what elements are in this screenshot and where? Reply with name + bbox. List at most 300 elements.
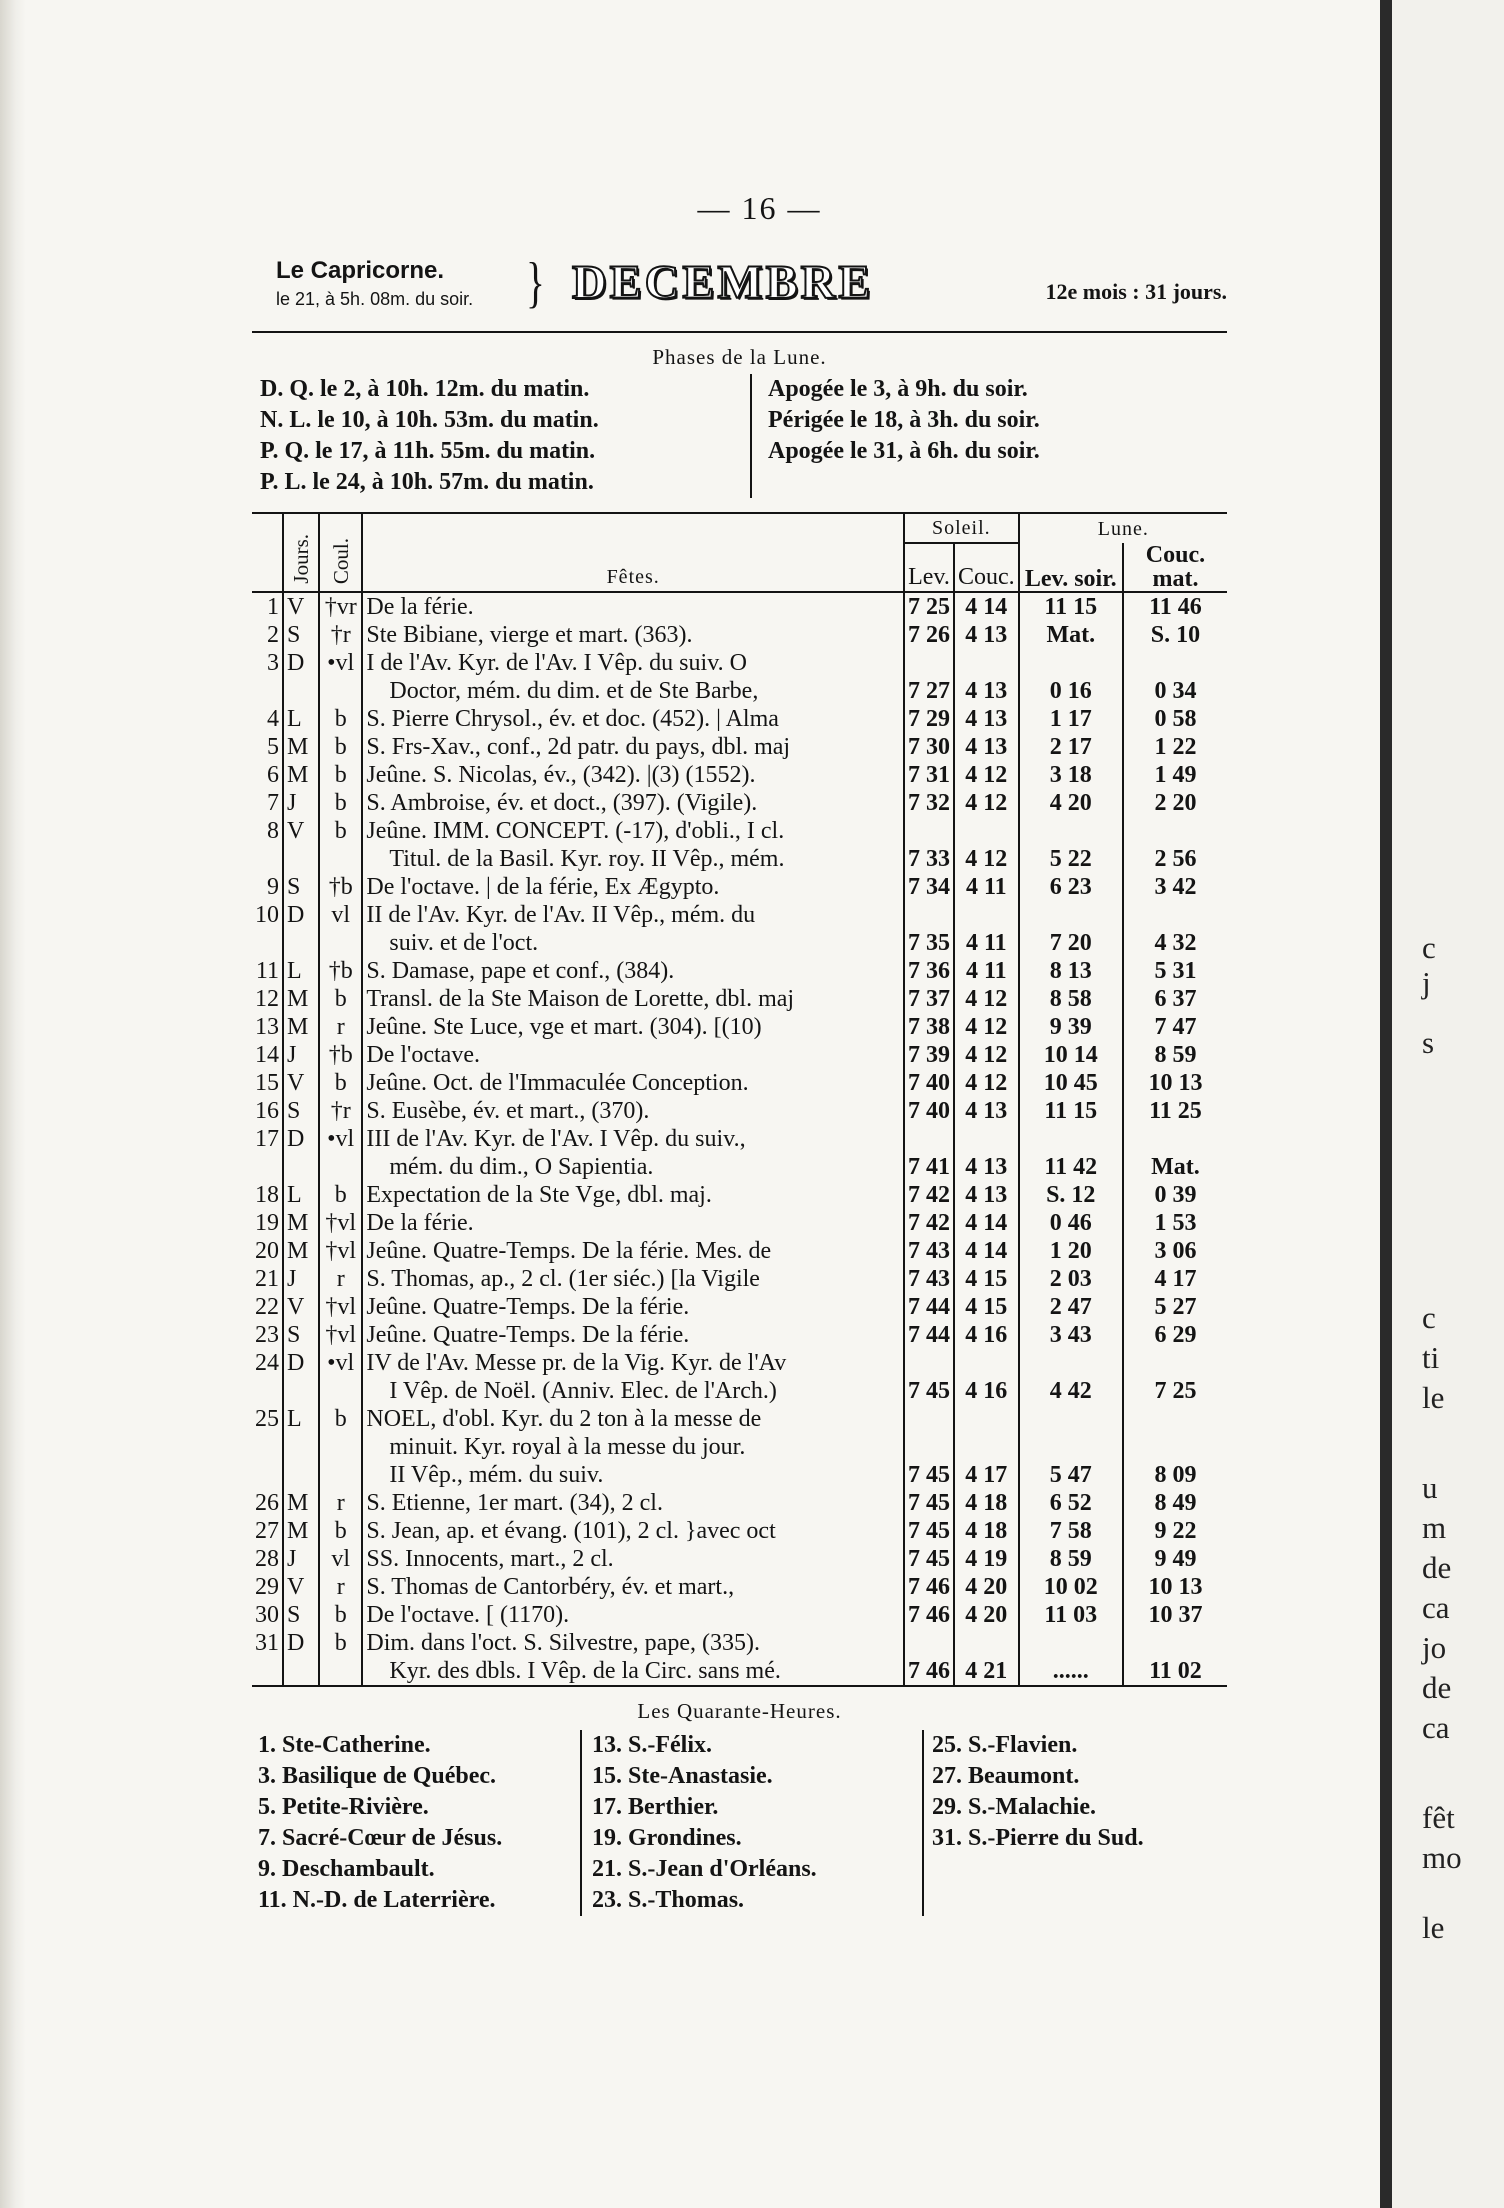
sunset: 4 14 [954, 1237, 1019, 1265]
table-row [252, 733, 1227, 761]
liturgical-color: r [319, 1489, 362, 1517]
liturgical-color: b [319, 1629, 362, 1657]
liturgical-color: b [319, 761, 362, 789]
feast-text: IV de l'Av. Messe pr. de la Vig. Kyr. de l'Av [362, 1349, 904, 1377]
moonset: 7 47 [1123, 1013, 1227, 1041]
sunset: 4 17 [954, 1461, 1019, 1489]
moonrise: 2 17 [1019, 733, 1123, 761]
liturgical-color [319, 677, 362, 705]
feast-text: Doctor, mém. du dim. et de Ste Barbe, [362, 677, 904, 705]
moonset [1123, 1629, 1227, 1657]
qh-entry: 13. S.-Félix. [592, 1732, 712, 1758]
sunset: 4 16 [954, 1321, 1019, 1349]
day-number [252, 929, 283, 957]
feast-text: De l'octave. [362, 1041, 904, 1069]
liturgical-color: b [319, 1069, 362, 1097]
moonset: 8 49 [1123, 1489, 1227, 1517]
sunset: 4 12 [954, 1041, 1019, 1069]
day-number: 21 [255, 1266, 279, 1292]
qh-entry: 17. Berthier. [592, 1794, 719, 1820]
table-row [252, 1181, 1227, 1209]
weekday: V [283, 1069, 319, 1097]
moonrise: 4 20 [1019, 789, 1123, 817]
sunrise: 7 33 [904, 845, 954, 873]
sunrise [904, 1433, 954, 1461]
sunrise: 7 36 [904, 957, 954, 985]
moonset: 5 27 [1123, 1293, 1227, 1321]
table-row [252, 677, 1227, 705]
day-number: 30 [255, 1602, 279, 1628]
feast-text: S. Jean, ap. et évang. (101), 2 cl. }avec oct [362, 1517, 904, 1545]
sunset [954, 1349, 1019, 1377]
sunrise: 7 45 [904, 1517, 954, 1545]
moonset: 4 17 [1123, 1265, 1227, 1293]
moonrise: 1 20 [1019, 1237, 1123, 1265]
sunrise: 7 45 [904, 1489, 954, 1517]
feast-text: I de l'Av. Kyr. de l'Av. I Vêp. du suiv. O [362, 649, 904, 677]
sunrise: 7 27 [904, 677, 954, 705]
liturgical-color [319, 1377, 362, 1405]
moonset: 10 37 [1123, 1601, 1227, 1629]
table-row [252, 1377, 1227, 1405]
liturgical-color: b [319, 789, 362, 817]
table-row [252, 1321, 1227, 1349]
moonset: 11 46 [1123, 592, 1227, 621]
moonrise [1019, 649, 1123, 677]
feast-text: NOEL, d'obl. Kyr. du 2 ton à la messe de [362, 1405, 904, 1433]
almanac-page [252, 190, 1227, 1916]
weekday: M [283, 761, 319, 789]
day-number: 27 [255, 1518, 279, 1544]
liturgical-color: r [319, 1573, 362, 1601]
moon-phase-item: P. L. le 24, à 10h. 57m. du matin. [260, 469, 594, 495]
moonset: 9 49 [1123, 1545, 1227, 1573]
month-title: DECEMBRE [572, 256, 874, 309]
sunrise: 7 32 [904, 789, 954, 817]
moonset: 11 02 [1123, 1657, 1227, 1686]
zodiac-entry: le 21, à 5h. 08m. du soir. [276, 289, 474, 309]
qh-entry: 25. S.-Flavien. [932, 1732, 1078, 1758]
sunrise: 7 29 [904, 705, 954, 733]
weekday [283, 677, 319, 705]
moonset: 8 09 [1123, 1461, 1227, 1489]
moon-set-header: Couc. mat. [1123, 543, 1227, 592]
day-number: 1 [267, 594, 279, 620]
weekday [283, 929, 319, 957]
sunrise: 7 46 [904, 1573, 954, 1601]
sunrise [904, 1349, 954, 1377]
moonrise: 1 17 [1019, 705, 1123, 733]
feast-text: S. Etienne, 1er mart. (34), 2 cl. [362, 1489, 904, 1517]
next-page-text-fragment: c [1422, 930, 1436, 965]
table-row [252, 873, 1227, 901]
moonset: 10 13 [1123, 1069, 1227, 1097]
day-number: 25 [255, 1406, 279, 1432]
liturgical-color: b [319, 985, 362, 1013]
sunrise: 7 41 [904, 1153, 954, 1181]
table-row [252, 761, 1227, 789]
sunset: 4 12 [954, 985, 1019, 1013]
feast-text: S. Frs-Xav., conf., 2d patr. du pays, dbl. maj [362, 733, 904, 761]
moonrise: S. 12 [1019, 1181, 1123, 1209]
sunset: 4 12 [954, 761, 1019, 789]
sunrise: 7 44 [904, 1321, 954, 1349]
day-number: 11 [255, 958, 279, 984]
sunset: 4 13 [954, 621, 1019, 649]
moonset [1123, 817, 1227, 845]
sunset: 4 13 [954, 733, 1019, 761]
moonset [1123, 901, 1227, 929]
feast-text: III de l'Av. Kyr. de l'Av. I Vêp. du suiv., [362, 1125, 904, 1153]
moonrise: 4 42 [1019, 1377, 1123, 1405]
phases-title: Phases de la Lune. [652, 345, 827, 369]
feast-text: I Vêp. de Noël. (Anniv. Elec. de l'Arch.) [362, 1377, 904, 1405]
sunset: 4 15 [954, 1293, 1019, 1321]
moonrise: ...... [1019, 1657, 1123, 1686]
moonrise: 2 03 [1019, 1265, 1123, 1293]
table-row [252, 1265, 1227, 1293]
qh-entry: 11. N.-D. de Laterrière. [258, 1887, 496, 1913]
day-number: 4 [267, 706, 279, 732]
sunset [954, 1125, 1019, 1153]
weekday: S [283, 1321, 319, 1349]
liturgical-color: †vl [319, 1293, 362, 1321]
table-row [252, 705, 1227, 733]
color-header: Coul. [319, 513, 362, 592]
weekday [283, 1433, 319, 1461]
moonset: 1 22 [1123, 733, 1227, 761]
moonrise: 6 23 [1019, 873, 1123, 901]
sunrise: 7 42 [904, 1209, 954, 1237]
feast-text: S. Thomas, ap., 2 cl. (1er siéc.) [la Vigile [362, 1265, 904, 1293]
sunset: 4 12 [954, 1013, 1019, 1041]
page-number: — 16 — [697, 190, 822, 226]
feast-text: Expectation de la Ste Vge, dbl. maj. [362, 1181, 904, 1209]
sun-rise-header: Lev. [904, 543, 954, 592]
liturgical-color: †r [319, 1097, 362, 1125]
table-row [252, 1545, 1227, 1573]
weekday: M [283, 1237, 319, 1265]
sunrise: 7 35 [904, 929, 954, 957]
next-page-text-fragment: u [1422, 1470, 1438, 1505]
moonrise: 7 20 [1019, 929, 1123, 957]
sunrise: 7 45 [904, 1377, 954, 1405]
sunset: 4 13 [954, 1097, 1019, 1125]
moonrise: 7 58 [1019, 1517, 1123, 1545]
liturgical-color: †b [319, 873, 362, 901]
weekday: J [283, 1545, 319, 1573]
liturgical-color: vl [319, 1545, 362, 1573]
next-page-text-fragment: le [1422, 1910, 1445, 1945]
sunset: 4 12 [954, 789, 1019, 817]
weekday: V [283, 1293, 319, 1321]
feast-text: S. Thomas de Cantorbéry, év. et mart., [362, 1573, 904, 1601]
sunrise [904, 817, 954, 845]
sunset: 4 13 [954, 677, 1019, 705]
sunset: 4 14 [954, 1209, 1019, 1237]
lunar-distance-item: Apogée le 31, à 6h. du soir. [768, 438, 1040, 464]
moonset: 0 34 [1123, 677, 1227, 705]
moonset: 11 25 [1123, 1097, 1227, 1125]
table-row [252, 621, 1227, 649]
next-page-text-fragment: mo [1422, 1840, 1462, 1875]
feast-text: Jeûne. Quatre-Temps. De la férie. [362, 1293, 904, 1321]
feast-text: SS. Innocents, mart., 2 cl. [362, 1545, 904, 1573]
moonrise [1019, 901, 1123, 929]
day-number: 10 [255, 902, 279, 928]
sunrise: 7 46 [904, 1601, 954, 1629]
next-page-edge [1392, 0, 1504, 2208]
table-row [252, 1405, 1227, 1433]
sunset: 4 13 [954, 1181, 1019, 1209]
moonset: 7 25 [1123, 1377, 1227, 1405]
feast-text: S. Damase, pape et conf., (384). [362, 957, 904, 985]
sunrise: 7 39 [904, 1041, 954, 1069]
weekday: D [283, 1349, 319, 1377]
moonset: 3 42 [1123, 873, 1227, 901]
weekday-header: Jours. [283, 513, 319, 592]
qh-entry: 19. Grondines. [592, 1825, 742, 1851]
sunrise: 7 40 [904, 1097, 954, 1125]
feast-text: S. Ambroise, év. et doct., (397). (Vigile). [362, 789, 904, 817]
next-page-text-fragment: m [1422, 1510, 1447, 1545]
liturgical-color: b [319, 1181, 362, 1209]
day-number [252, 1657, 283, 1686]
feast-text: minuit. Kyr. royal à la messe du jour. [362, 1433, 904, 1461]
sunset: 4 11 [954, 957, 1019, 985]
liturgical-color: b [319, 733, 362, 761]
next-page-text-fragment: de [1422, 1550, 1452, 1585]
weekday: J [283, 1041, 319, 1069]
day-number-header [252, 513, 283, 592]
day-number [252, 1461, 283, 1489]
moon-phase-item: P. Q. le 17, à 11h. 55m. du matin. [260, 438, 596, 464]
moonrise: 5 47 [1019, 1461, 1123, 1489]
next-page-text-fragment: s [1422, 1025, 1435, 1060]
moonset: 1 49 [1123, 761, 1227, 789]
feast-text: Kyr. des dbls. I Vêp. de la Circ. sans mé. [362, 1657, 904, 1686]
moonset [1123, 1405, 1227, 1433]
table-row [252, 901, 1227, 929]
liturgical-color [319, 1153, 362, 1181]
moon-phases-list [252, 374, 752, 498]
feast-text: Transl. de la Ste Maison de Lorette, dbl. maj [362, 985, 904, 1013]
day-number: 29 [255, 1574, 279, 1600]
sunrise: 7 40 [904, 1069, 954, 1097]
feasts-header: Fêtes. [362, 513, 904, 592]
liturgical-color: †b [319, 957, 362, 985]
moonrise: 11 15 [1019, 592, 1123, 621]
table-row [252, 929, 1227, 957]
moonrise: 9 39 [1019, 1013, 1123, 1041]
day-number: 26 [255, 1490, 279, 1516]
day-number: 28 [255, 1546, 279, 1572]
feast-text: Jeûne. Oct. de l'Immaculée Conception. [362, 1069, 904, 1097]
moonrise [1019, 1433, 1123, 1461]
sunrise: 7 45 [904, 1461, 954, 1489]
weekday: S [283, 873, 319, 901]
table-row [252, 1349, 1227, 1377]
header-rule [252, 331, 1227, 333]
weekday: D [283, 649, 319, 677]
weekday: M [283, 985, 319, 1013]
day-number: 31 [255, 1630, 279, 1656]
weekday: S [283, 621, 319, 649]
moonset: 6 29 [1123, 1321, 1227, 1349]
moonset: 3 06 [1123, 1237, 1227, 1265]
weekday [283, 1377, 319, 1405]
day-number: 16 [255, 1098, 279, 1124]
table-row [252, 1097, 1227, 1125]
liturgical-color: b [319, 705, 362, 733]
liturgical-color: •vl [319, 1125, 362, 1153]
feast-text: De l'octave. [ (1170). [362, 1601, 904, 1629]
table-row [252, 845, 1227, 873]
feast-text: S. Pierre Chrysol., év. et doc. (452). | Alma [362, 705, 904, 733]
sunrise: 7 30 [904, 733, 954, 761]
sunset [954, 817, 1019, 845]
moonrise [1019, 1349, 1123, 1377]
sunset: 4 15 [954, 1265, 1019, 1293]
sunset: 4 12 [954, 845, 1019, 873]
qh-column-1 [252, 1730, 582, 1916]
weekday: M [283, 1209, 319, 1237]
table-row [252, 1041, 1227, 1069]
liturgical-color: b [319, 1601, 362, 1629]
moonrise: 11 42 [1019, 1153, 1123, 1181]
table-row [252, 1013, 1227, 1041]
feast-text: Jeûne. S. Nicolas, év., (342). |(3) (1552). [362, 761, 904, 789]
weekday: V [283, 592, 319, 621]
zodiac-info [276, 257, 473, 313]
liturgical-color: b [319, 817, 362, 845]
day-number: 5 [267, 734, 279, 760]
book-gutter [1380, 0, 1392, 2208]
qh-entry: 1. Ste-Catherine. [258, 1732, 431, 1758]
liturgical-color: †vr [319, 592, 362, 621]
sunset: 4 18 [954, 1517, 1019, 1545]
feast-text: II de l'Av. Kyr. de l'Av. II Vêp., mém. du [362, 901, 904, 929]
liturgical-color: †b [319, 1041, 362, 1069]
table-row [252, 1209, 1227, 1237]
table-row [252, 1237, 1227, 1265]
month-info: 12e mois : 31 jours. [1045, 279, 1227, 304]
qh-column-2 [582, 1730, 924, 1916]
sunset [954, 649, 1019, 677]
calendar-rows [252, 592, 1227, 1686]
moonset: S. 10 [1123, 621, 1227, 649]
day-number: 9 [267, 874, 279, 900]
feast-text: S. Eusèbe, év. et mart., (370). [362, 1097, 904, 1125]
liturgical-color [319, 1657, 362, 1686]
sunset: 4 18 [954, 1489, 1019, 1517]
sunrise [904, 1629, 954, 1657]
day-number: 22 [255, 1294, 279, 1320]
sunrise: 7 43 [904, 1237, 954, 1265]
liturgical-color: •vl [319, 1349, 362, 1377]
liturgical-color: †vl [319, 1237, 362, 1265]
qh-entry: 7. Sacré-Cœur de Jésus. [258, 1825, 503, 1851]
moonrise [1019, 817, 1123, 845]
feast-text: Jeûne. IMM. CONCEPT. (-17), d'obli., I cl. [362, 817, 904, 845]
moonrise: 6 52 [1019, 1489, 1123, 1517]
day-number: 7 [267, 790, 279, 816]
sunrise [904, 1405, 954, 1433]
day-number [252, 1153, 283, 1181]
liturgical-color: vl [319, 901, 362, 929]
liturgical-color: †r [319, 621, 362, 649]
moonrise: 5 22 [1019, 845, 1123, 873]
day-number: 2 [267, 622, 279, 648]
moonrise: 8 59 [1019, 1545, 1123, 1573]
moonset [1123, 649, 1227, 677]
moonset: Mat. [1123, 1153, 1227, 1181]
moon-header: Lune. [1019, 513, 1227, 543]
moonset: 6 37 [1123, 985, 1227, 1013]
next-page-text-fragment: j [1422, 965, 1431, 1000]
sunset: 4 11 [954, 929, 1019, 957]
moonset: 0 58 [1123, 705, 1227, 733]
moonrise: 10 45 [1019, 1069, 1123, 1097]
weekday: M [283, 1013, 319, 1041]
moon-phase-item: N. L. le 10, à 10h. 53m. du matin. [260, 407, 599, 433]
moon-rise-header: Lev. soir. [1019, 543, 1123, 592]
sunrise: 7 25 [904, 592, 954, 621]
table-row [252, 1293, 1227, 1321]
moonset: 2 20 [1123, 789, 1227, 817]
sunset [954, 901, 1019, 929]
sunrise: 7 44 [904, 1293, 954, 1321]
liturgical-color: b [319, 1517, 362, 1545]
day-number [252, 1433, 283, 1461]
moonrise: 10 14 [1019, 1041, 1123, 1069]
moonset: 1 53 [1123, 1209, 1227, 1237]
sunset: 4 12 [954, 1069, 1019, 1097]
weekday: L [283, 1181, 319, 1209]
liturgical-color [319, 1433, 362, 1461]
sunset: 4 20 [954, 1573, 1019, 1601]
feast-text: Dim. dans l'oct. S. Silvestre, pape, (335). [362, 1629, 904, 1657]
day-number: 6 [267, 762, 279, 788]
zodiac-sign: Le Capricorne. [276, 257, 445, 284]
table-row [252, 592, 1227, 621]
sun-header: Soleil. [904, 513, 1019, 543]
table-row [252, 1517, 1227, 1545]
moonrise: 0 46 [1019, 1209, 1123, 1237]
moonset [1123, 1433, 1227, 1461]
liturgical-color: r [319, 1265, 362, 1293]
moonrise [1019, 1629, 1123, 1657]
liturgical-color: b [319, 1405, 362, 1433]
table-row [252, 649, 1227, 677]
table-row [252, 957, 1227, 985]
feast-text: Jeûne. Quatre-Temps. De la férie. [362, 1321, 904, 1349]
day-number: 3 [267, 650, 279, 676]
day-number [252, 845, 283, 873]
weekday: M [283, 1517, 319, 1545]
table-row [252, 1461, 1227, 1489]
feast-text: Jeûne. Ste Luce, vge et mart. (304). [(10) [362, 1013, 904, 1041]
qh-entry: 27. Beaumont. [932, 1763, 1080, 1789]
moonset: 0 39 [1123, 1181, 1227, 1209]
weekday: L [283, 1405, 319, 1433]
sun-set-header: Couc. [954, 543, 1019, 592]
weekday [283, 845, 319, 873]
feast-text: II Vêp., mém. du suiv. [362, 1461, 904, 1489]
next-page-text-fragment: ca [1422, 1710, 1450, 1745]
qh-entry: 5. Petite-Rivière. [258, 1794, 429, 1820]
day-number: 19 [255, 1210, 279, 1236]
